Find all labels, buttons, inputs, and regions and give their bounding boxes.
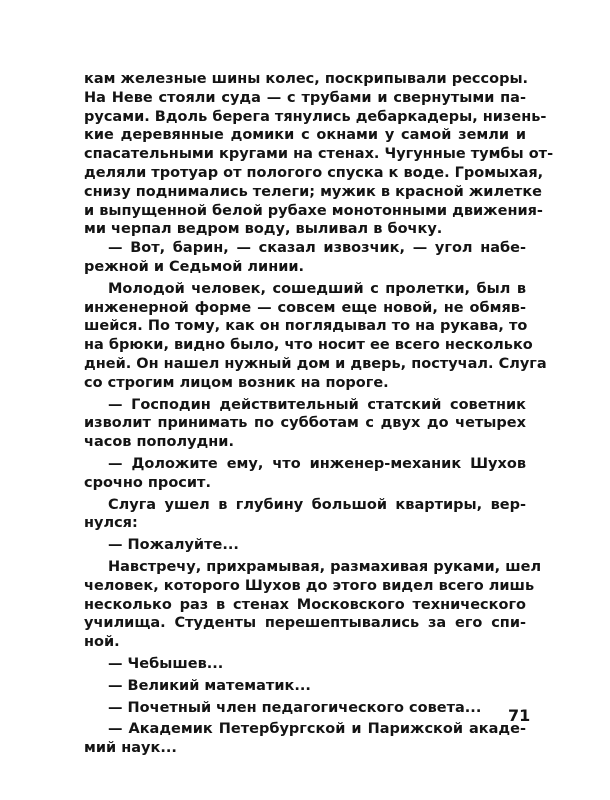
- text-line: кие деревянные домики с окнами у самой земли и: [84, 127, 526, 144]
- text-line: спасательными кругами на стенах. Чугунные тумбы от-: [84, 146, 554, 163]
- text-line: — Академик Петербургской и Парижской акаде-: [108, 721, 526, 738]
- text-line: дней. Он нашел нужный дом и дверь, постучал. Слуга: [84, 355, 547, 372]
- text-line: — Вот, барин, — сказал извозчик, — угол набе-: [108, 240, 526, 257]
- text-line: — Почетный член педагогического совета...: [108, 699, 482, 716]
- text-line: режной и Седьмой линии.: [84, 258, 305, 275]
- text-line: Молодой человек, сошедший с пролетки, был в: [108, 280, 526, 297]
- text-line: кам железные шины колес, поскрипывали рессоры.: [84, 71, 529, 87]
- text-line: шейся. По тому, как он поглядывал то на рукава, то: [84, 318, 528, 335]
- text-line: снизу поднимались телеги; мужик в красной жилетке: [84, 183, 542, 200]
- text-line: на брюки, видно было, что носит ее всего несколько: [84, 337, 533, 354]
- text-line: — Доложите ему, что инженер-механик Шухов: [108, 455, 526, 472]
- text-line: ной.: [84, 634, 120, 651]
- text-line: инженерной форме — совсем еще новой, не обмяв-: [84, 299, 526, 316]
- text-line: — Пожалуйте...: [108, 537, 239, 554]
- text-line: — Чебышев...: [108, 655, 224, 672]
- text-line: со строгим лицом возник на пороге.: [84, 374, 389, 391]
- body-text: [84, 70, 554, 758]
- text-line: Слуга ушел в глубину большой квартиры, вер-: [108, 496, 526, 513]
- text-line: деляли тротуар от пологого спуска к воде. Громыхая,: [84, 164, 544, 181]
- text-line: изволит принимать по субботам с двух до четырех: [84, 415, 526, 432]
- text-line: срочно просит.: [84, 474, 211, 491]
- text-line: несколько раз в стенах Московского технического: [84, 596, 526, 613]
- text-line: мий наук...: [84, 740, 177, 757]
- text-line: Навстречу, прихрамывая, размахивая руками, шел: [108, 558, 542, 575]
- text-line: нулся:: [84, 515, 138, 532]
- text-line: — Великий математик...: [108, 677, 311, 694]
- text-line: На Неве стояли суда — с трубами и свернутыми па-: [84, 89, 526, 106]
- text-line: русами. Вдоль берега тянулись дебаркадеры, низень-: [84, 108, 547, 125]
- text-line: и выпущенной белой рубахе монотонными движения-: [84, 202, 543, 219]
- text-line: ми черпал ведром воду, выливал в бочку.: [84, 221, 443, 238]
- text-line: человек, которого Шухов до этого видел всего лишь: [84, 577, 535, 594]
- text-line: училища. Студенты перешептывались за его спи-: [84, 615, 526, 632]
- page-number: 71: [508, 706, 531, 725]
- text-line: — Господин действительный статский советник: [108, 396, 526, 413]
- text-line: часов пополудни.: [84, 434, 234, 451]
